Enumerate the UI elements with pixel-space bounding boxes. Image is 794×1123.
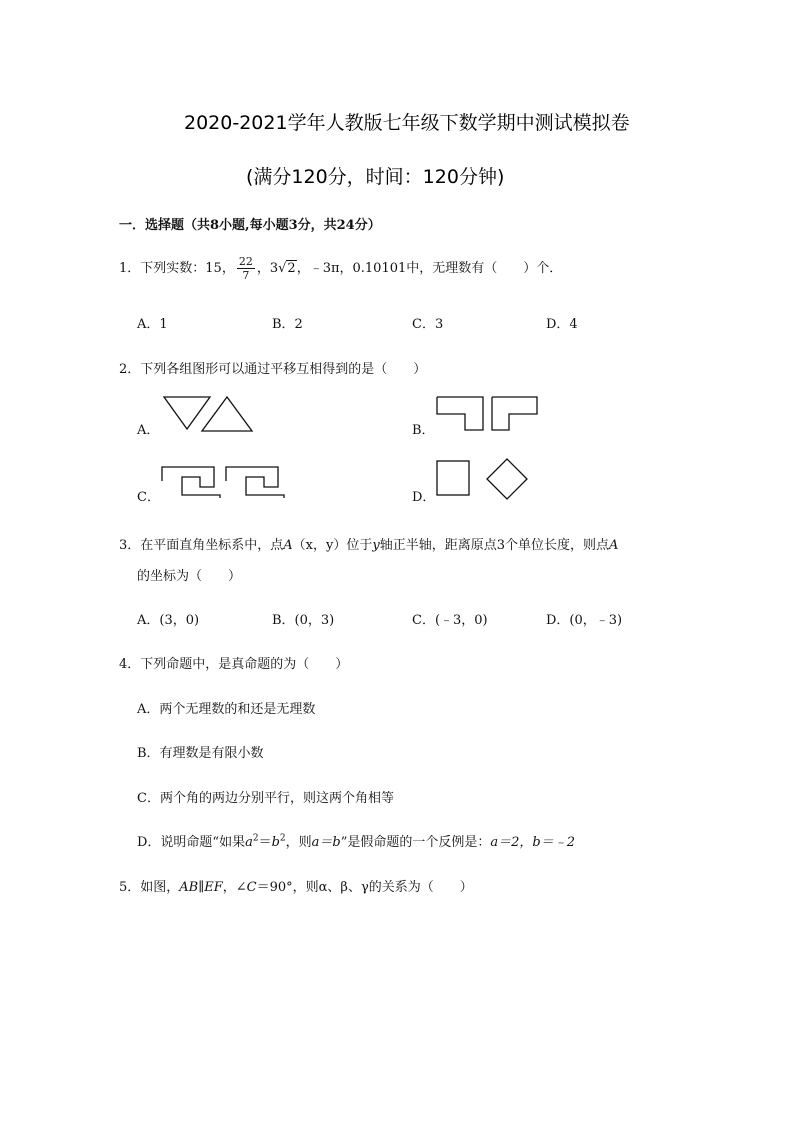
q4d-exp-b: 2 — [279, 833, 286, 844]
q4d-var-a: a — [245, 835, 253, 850]
page-title: 2020-2021学年人教版七年级下数学期中测试模拟卷 — [184, 112, 630, 134]
q5-suffix: ＝90°，则α、β、γ的关系为（ ） — [256, 880, 473, 895]
l-shape-left — [437, 397, 483, 430]
question-3-line2: 的坐标为（ ） — [137, 569, 242, 584]
q4d-text-a: D．说明命题“如果 — [137, 835, 246, 850]
q4-option-c[interactable]: C．两个角的两边分别平行，则这两个角相等 — [137, 791, 394, 806]
key-pattern-right — [226, 467, 284, 498]
question-3-line1 — [119, 534, 618, 553]
page-subtitle: (满分120分，时间：120分钟) — [246, 166, 505, 188]
q1-option-b[interactable]: B．2 — [272, 317, 303, 332]
q3-point-a: A — [283, 538, 293, 553]
q5-angle-c: C — [246, 880, 257, 895]
q4d-var-b: b — [271, 835, 280, 850]
q2-figure-a-triangles — [164, 395, 256, 433]
q3-text-e: 轴正半轴，距离原点3个单位长度，则点 — [379, 538, 609, 553]
q2-figure-c-key-patterns — [162, 465, 288, 501]
q4d-counterexample: a＝2，b＝﹣2 — [490, 835, 576, 850]
q3-point-a2: A — [609, 538, 619, 553]
q1-option-a[interactable]: A．1 — [137, 317, 168, 332]
q2-figure-d-square-diamond — [437, 459, 531, 499]
question-1 — [119, 255, 562, 282]
q1-prefix: 1．下列实数：15， — [119, 261, 235, 276]
question-2: 2．下列各组图形可以通过平移互相得到的是（ ） — [119, 362, 427, 377]
q1-option-d[interactable]: D．4 — [546, 317, 578, 332]
q2-option-d[interactable]: D． — [412, 490, 436, 505]
q2-figure-b-l-shapes — [437, 396, 541, 434]
q4-option-a[interactable]: A．两个无理数的和还是无理数 — [137, 702, 316, 717]
q3-option-a[interactable]: A．(3，0) — [137, 613, 200, 628]
q4d-text-i: ”是假命题的一个反例是： — [340, 835, 491, 850]
q4d-a-eq-b: a＝b — [311, 835, 341, 850]
key-pattern-left — [162, 467, 220, 498]
q1-suffix: ，﹣3π，0.10101中，无理数有（ ）个． — [296, 261, 563, 276]
question-5 — [119, 876, 473, 895]
q4d-exp-a: 2 — [252, 833, 259, 844]
q1-sqrt-arg: 2 — [287, 261, 296, 276]
q2-option-a[interactable]: A． — [137, 423, 160, 438]
q3-y-axis: y — [372, 538, 380, 553]
q5-parallel-lines: AB∥EF — [179, 880, 223, 895]
q1-fraction — [237, 255, 255, 282]
square-shape — [437, 461, 469, 495]
q1-mid: ，3 — [256, 261, 279, 276]
q3-text-a: 3．在平面直角坐标系中，点 — [119, 538, 284, 553]
q4-option-b[interactable]: B．有理数是有限小数 — [137, 746, 264, 761]
q4-option-d[interactable] — [137, 831, 575, 850]
q1-option-c[interactable]: C．3 — [412, 317, 444, 332]
q5-prefix: 5．如图， — [119, 880, 180, 895]
section-heading: 一．选择题（共8小题,每小题3分，共24分） — [119, 218, 381, 233]
q1-frac-den: 7 — [242, 269, 250, 282]
sqrt-symbol: √ — [278, 261, 287, 276]
q5-angle-symbol: ，∠ — [222, 880, 247, 895]
q2-option-b[interactable]: B． — [412, 423, 435, 438]
l-shape-right — [492, 397, 537, 430]
q4d-text-g: ，则 — [285, 835, 312, 850]
inverted-triangle — [164, 397, 210, 429]
q3-option-b[interactable]: B．(0，3) — [272, 613, 335, 628]
q4d-eq: ＝ — [258, 835, 272, 850]
upright-triangle — [202, 397, 252, 431]
q3-option-d[interactable]: D．(0，﹣3) — [546, 613, 623, 628]
q3-option-c[interactable]: C．(﹣3，0) — [412, 613, 488, 628]
q2-option-c[interactable]: C． — [137, 490, 160, 505]
q3-text-c: （x，y）位于 — [292, 538, 373, 553]
q1-frac-num: 22 — [238, 255, 253, 268]
diamond-shape — [487, 459, 527, 499]
question-4: 4．下列命题中，是真命题的为（ ） — [119, 657, 349, 672]
